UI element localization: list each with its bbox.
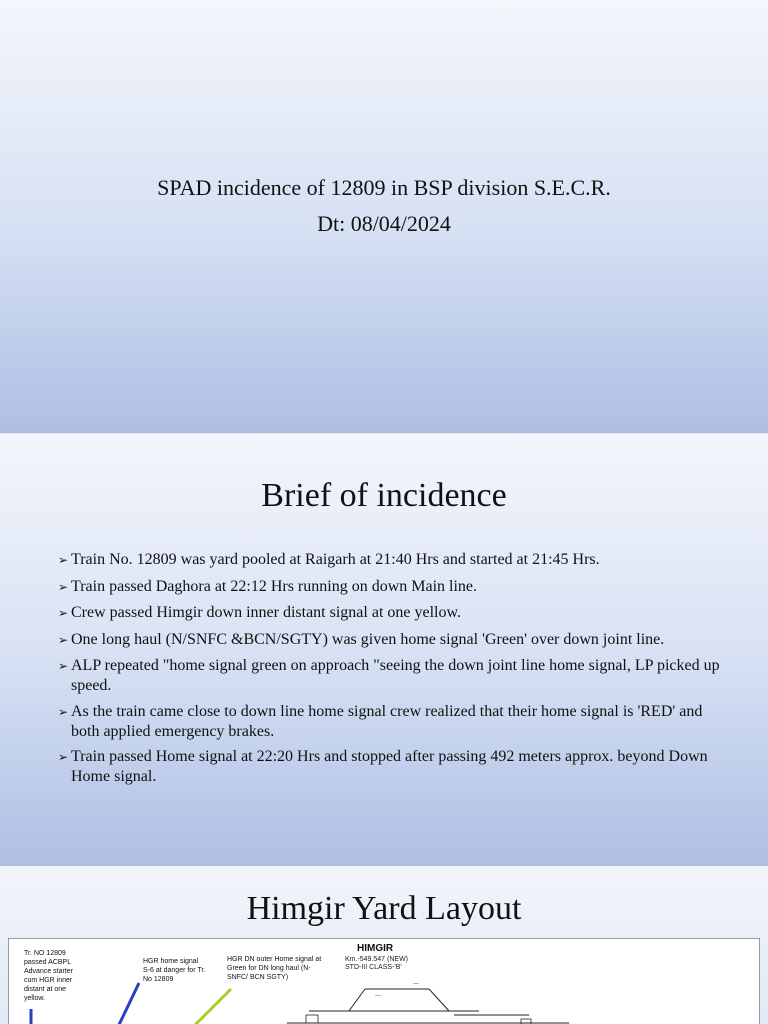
arrow-bullet-icon: ➢ (58, 606, 69, 620)
track-line (429, 989, 449, 1011)
arrow-bullet-icon: ➢ (58, 750, 69, 764)
arrow-bullet-icon: ➢ (58, 632, 69, 647)
title-line-2: Dt: 08/04/2024 (317, 211, 451, 236)
title-line-1: SPAD incidence of 12809 in BSP division S.E.C.R. (157, 175, 611, 200)
note-right: HGR DN outer Home signal at Green for DN long haul (N-SNFC/ BCN SGTY) (227, 956, 322, 981)
list-item: ➢ One long haul (N/SNFC &BCN/SGTY) was given home signal 'Green' over down joint line. (58, 630, 665, 648)
list-item: ➢ As the train came close to down line home signal crew realized that their home signal is 'RED' and both applied emergency brakes. (58, 702, 703, 740)
list-item: ➢ Train passed Home signal at 22:20 Hrs and stopped after passing 492 meters approx. beyond Down Home signal. (58, 748, 708, 785)
green-pointer-line (191, 989, 231, 1024)
slide-heading: Brief of incidence (261, 477, 507, 514)
list-item: ➢ Crew passed Himgir down inner distant signal at one yellow. (58, 604, 461, 621)
arrow-bullet-icon: ➢ (58, 659, 69, 673)
brief-slide (0, 433, 768, 866)
arrow-bullet-icon: ➢ (58, 579, 69, 594)
blue-pointer-line (117, 983, 139, 1024)
track-line (349, 989, 365, 1011)
yard-layout-slide (0, 866, 768, 1024)
bullet-list (58, 550, 728, 793)
list-item: ➢ Train No. 12809 was yard pooled at Raigarh at 21:40 Hrs and started at 21:45 Hrs. (58, 551, 600, 568)
station-building (306, 1015, 318, 1023)
note-left: Tr. NO 12809 passed ACBPL Advance starter cum HGR inner distant at one yellow. (24, 950, 74, 1002)
slide-heading: Himgir Yard Layout (246, 890, 522, 927)
note-mid: HGR home signal S-6 at danger for Tr. No 12809 (143, 958, 206, 983)
list-item: ➢ Train passed Daghora at 22:12 Hrs running on down Main line. (58, 577, 478, 595)
yard-layout-diagram (8, 938, 760, 1024)
arrow-bullet-icon: ➢ (58, 704, 69, 719)
arrow-bullet-icon: ➢ (58, 553, 69, 567)
red-signal-mark: — (375, 993, 381, 999)
station-name: HIMGIR (357, 943, 394, 954)
slide-title (0, 170, 768, 242)
station-km-info: Km.-549.547 (NEW) STD-III CLASS-'B' (345, 956, 409, 971)
title-slide (0, 0, 768, 433)
list-item: ➢ ALP repeated "home signal green on approach "seeing the down joint line home signal, LP picked up speed. (58, 657, 720, 694)
red-signal-mark: — (413, 981, 419, 987)
